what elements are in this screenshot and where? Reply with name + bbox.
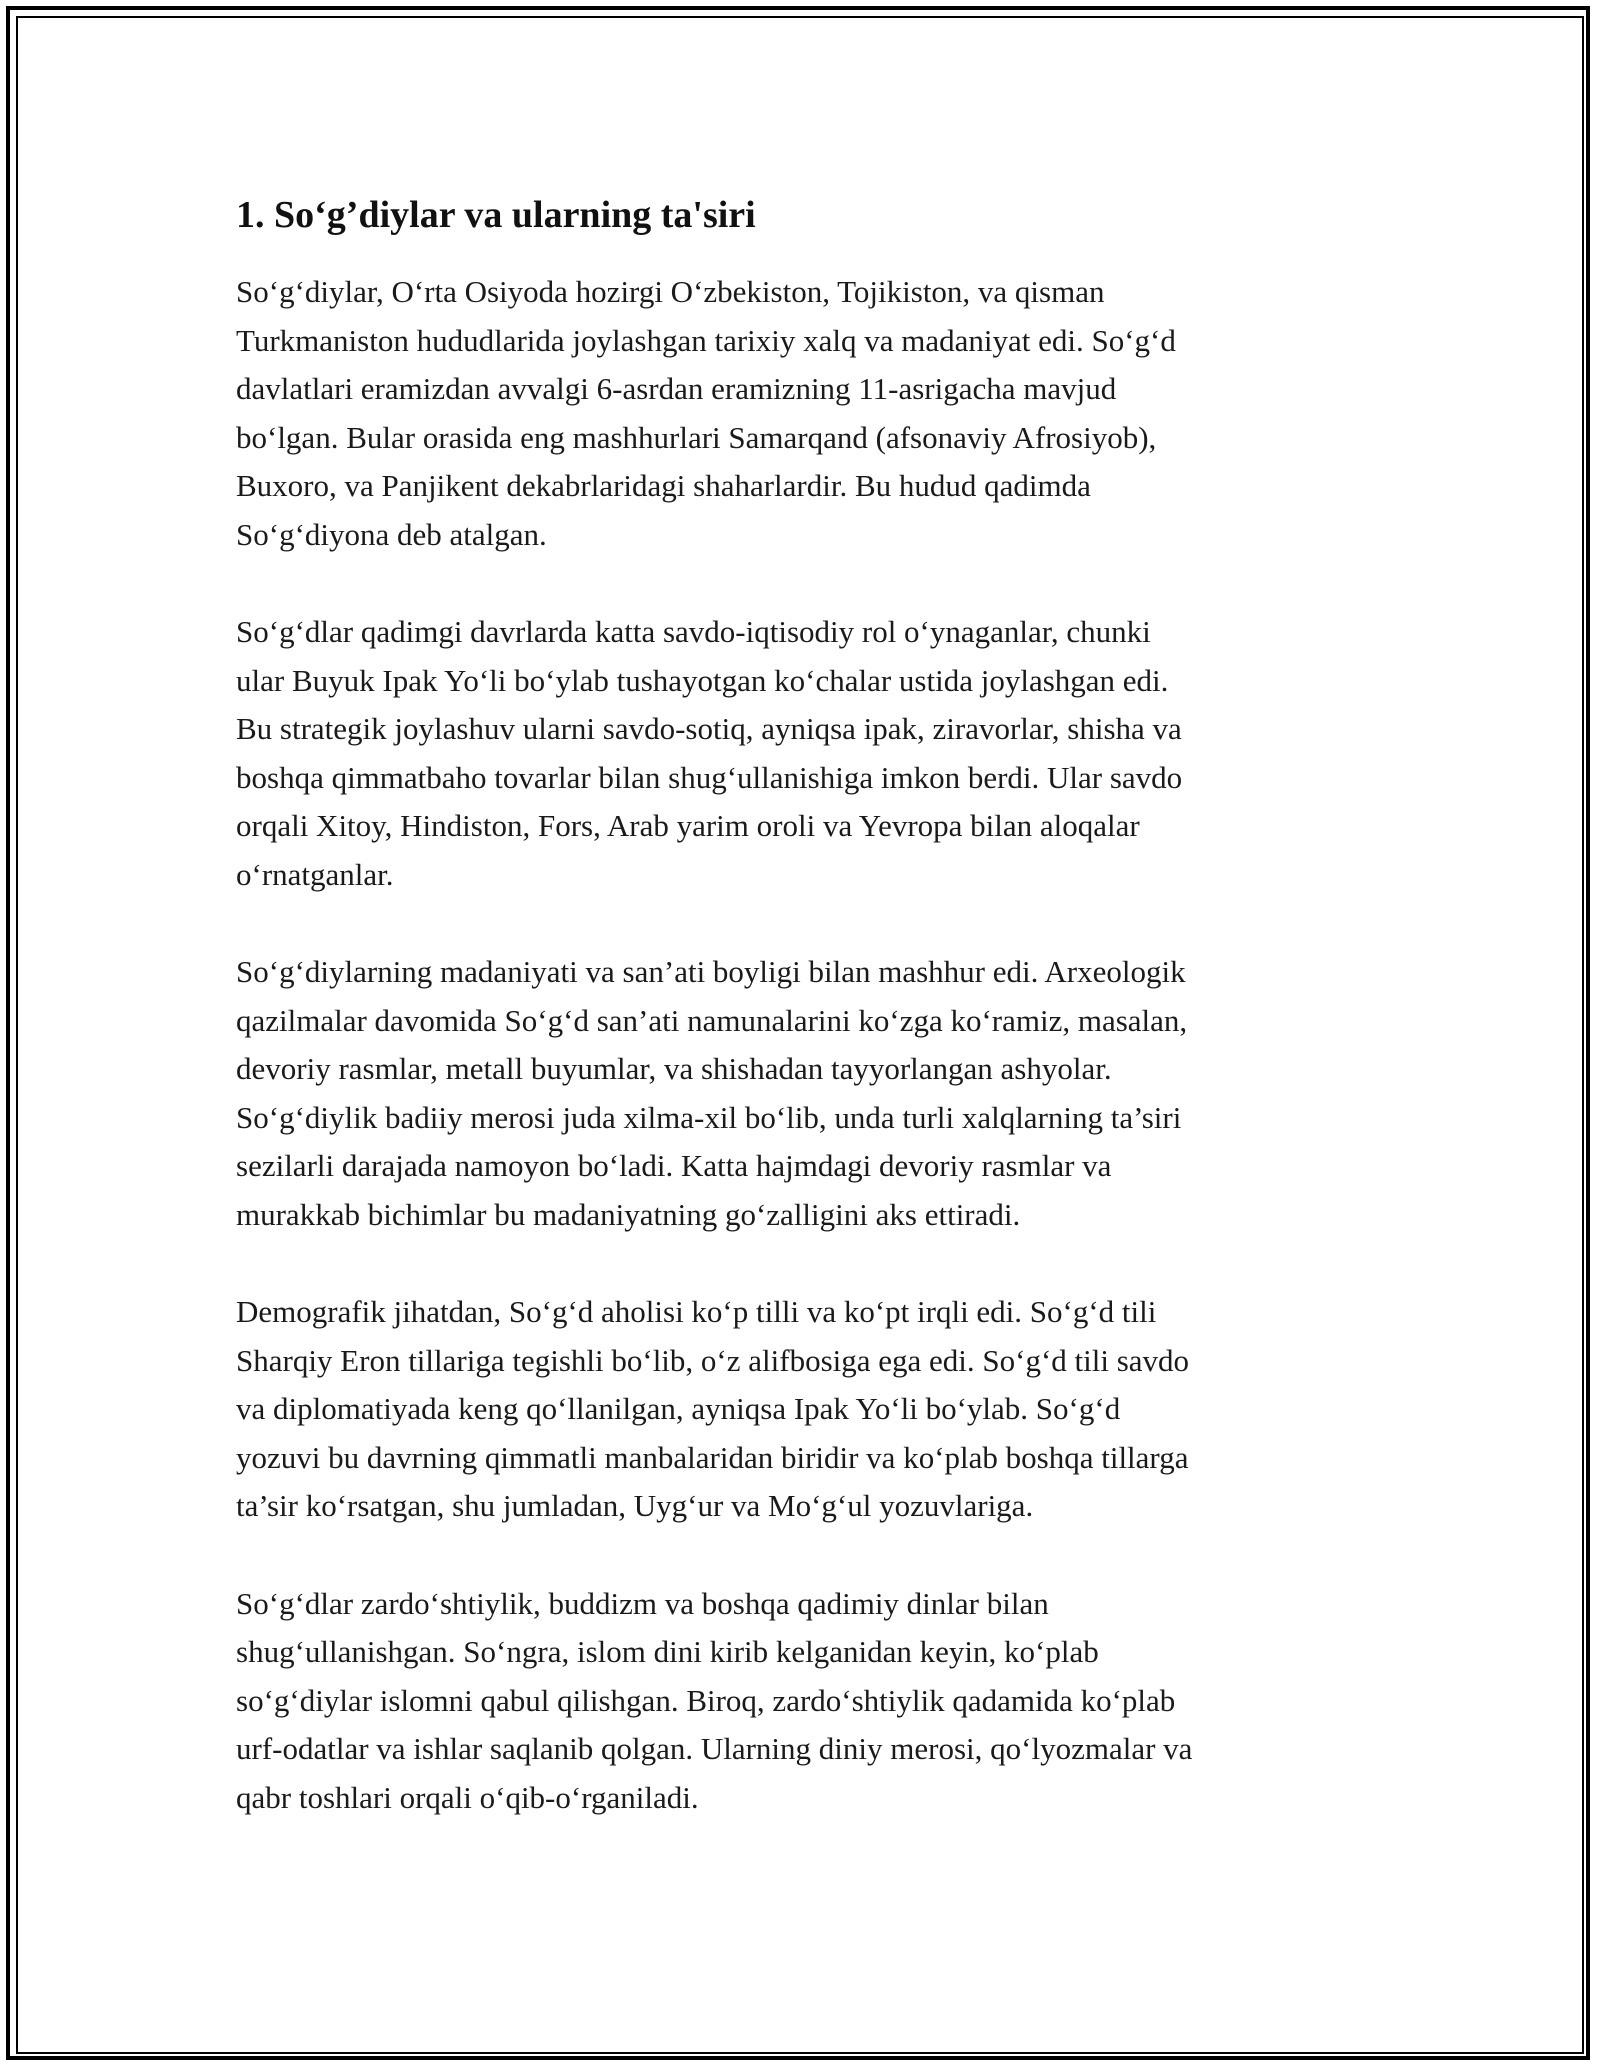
text-line: ta’sir ko‘rsatgan, shu jumladan, Uyg‘ur va Mo‘g‘ul yozuvlariga. <box>236 1488 1034 1523</box>
text-line: qazilmalar davomida So‘g‘d san’ati namunalarini ko‘zga ko‘ramiz, masalan, <box>236 1002 1188 1038</box>
text-line: so‘g‘diylar islomni qabul qilishgan. Biroq, zardo‘shtiylik qadamida ko‘plab <box>236 1682 1176 1718</box>
text-line: So‘g‘diylik badiiy merosi juda xilma-xil bo‘lib, unda turli xalqlarning ta’siri <box>236 1099 1182 1135</box>
text-line: sezilarli darajada namoyon bo‘ladi. Katta hajmdagi devoriy rasmlar va <box>236 1148 1112 1183</box>
document-body <box>236 184 1386 1822</box>
paragraph-sogdian-art <box>236 948 1386 1239</box>
text-line: devoriy rasmlar, metall buyumlar, va shishadan tayyorlangan ashyolar. <box>236 1051 1112 1086</box>
section-heading: 1. So‘g’diylar va ularning ta'siri <box>236 194 756 236</box>
text-line: murakkab bichimlar bu madaniyatning go‘zalligini aks ettiradi. <box>236 1196 1021 1232</box>
text-line: yozuvi bu davrning qimmatli manbalaridan biridir va ko‘plab boshqa tillarga <box>236 1439 1189 1475</box>
text-line: qabr toshlari orqali o‘qib-o‘rganiladi. <box>236 1779 699 1815</box>
text-line: davlatlari eramizdan avvalgi 6-asrdan eramizning 11-asrigacha mavjud <box>236 371 1117 406</box>
text-line: So‘g‘diylar, O‘rta Osiyoda hozirgi O‘zbekiston, Tojikiston, va qisman <box>236 274 1105 309</box>
paragraph-sogdians-origin <box>236 268 1386 559</box>
text-line: boshqa qimmatbaho tovarlar bilan shug‘ullanishiga imkon berdi. Ular savdo <box>236 759 1183 795</box>
text-line: Bu strategik joylashuv ularni savdo-sotiq, ayniqsa ipak, ziravorlar, shisha va <box>236 711 1182 746</box>
paragraph-sogdian-language <box>236 1288 1386 1531</box>
text-line: o‘rnatganlar. <box>236 856 394 892</box>
text-line: So‘g‘dlar zardo‘shtiylik, buddizm va boshqa qadimiy dinlar bilan <box>236 1585 1049 1621</box>
text-line: bo‘lgan. Bular orasida eng mashhurlari Samarqand (afsonaviy Afrosiyob), <box>236 419 1157 455</box>
text-line: Buxoro, va Panjikent dekabrlaridagi shaharlardir. Bu hudud qadimda <box>236 468 1091 503</box>
paragraph-sogdian-religion <box>236 1580 1386 1823</box>
text-line: orqali Xitoy, Hindiston, Fors, Arab yarim oroli va Yevropa bilan aloqalar <box>236 808 1140 843</box>
text-line: va diplomatiyada keng qo‘llanilgan, ayniqsa Ipak Yo‘li bo‘ylab. So‘g‘d <box>236 1391 1121 1426</box>
text-line: So‘g‘dlar qadimgi davrlarda katta savdo-iqtisodiy rol o‘ynaganlar, chunki <box>236 614 1151 649</box>
text-line: urf-odatlar va ishlar saqlanib qolgan. Ularning diniy merosi, qo‘lyozmalar va <box>236 1731 1193 1766</box>
text-line: ular Buyuk Ipak Yo‘li bo‘ylab tushayotgan ko‘chalar ustida joylashgan edi. <box>236 662 1169 698</box>
paragraph-sogdian-trade <box>236 608 1386 899</box>
text-line: shug‘ullanishgan. So‘ngra, islom dini kirib kelganidan keyin, ko‘plab <box>236 1634 1099 1669</box>
text-line: Demografik jihatdan, So‘g‘d aholisi ko‘p tilli va ko‘pt irqli edi. So‘g‘d tili <box>236 1294 1157 1329</box>
text-line: Sharqiy Eron tillariga tegishli bo‘lib, o‘z alifbosiga ega edi. So‘g‘d tili savdo <box>236 1342 1190 1378</box>
text-line: Turkmaniston hududlarida joylashgan tarixiy xalq va madaniyat edi. So‘g‘d <box>236 322 1176 358</box>
text-line: So‘g‘diylarning madaniyati va san’ati boyligi bilan mashhur edi. Arxeologik <box>236 954 1186 989</box>
text-line: So‘g‘diyona deb atalgan. <box>236 516 547 552</box>
